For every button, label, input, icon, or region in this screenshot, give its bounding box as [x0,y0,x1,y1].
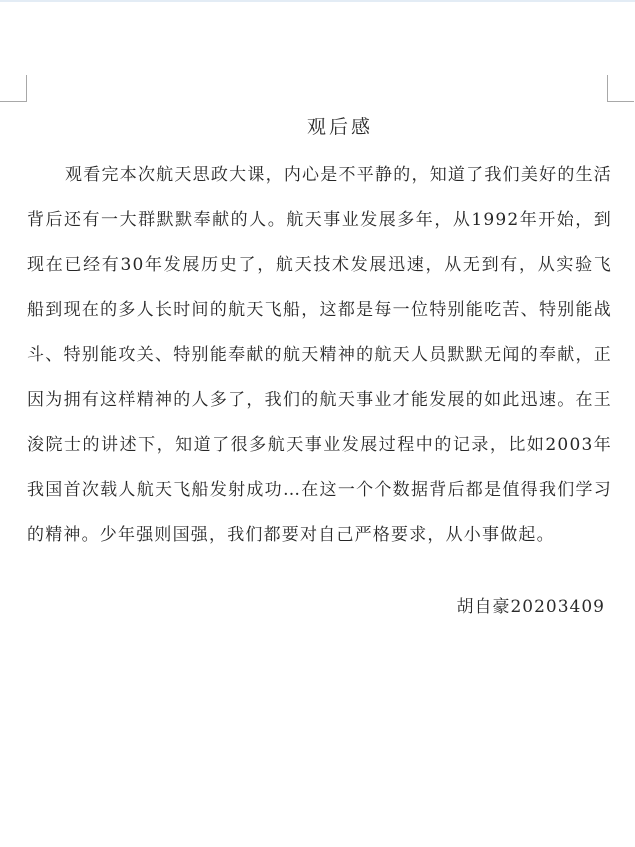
body-paragraph: 观看完本次航天思政大课，内心是不平静的，知道了我们美好的生活背后还有一大群默默奉献的人。航天事业发展多年，从1992年开始，到现在已经有30年发展历史了，航天技术发展迅速，从无到有，从实验飞船到现在的多人长时间的航天飞船，这都是每一位特别能吃苦、特别能战斗、特别能攻关、特别能奉献的航天精神的航天人员默默无闻的奉献，正因为拥有这样精神的人多了，我们的航天事业才能发展的如此迅速。在王浚院士的讲述下，知道了很多航天事业发展过程中的记录，比如2003年我国首次载人航天飞船发射成功…在这一个个数据背后都是值得我们学习的精神。少年强则国强，我们都要对自己严格要求，从小事做起。 [27,165,612,545]
crop-mark-top-left [0,75,27,102]
document-title: 观后感 [306,116,373,138]
author-signature: 胡自豪20203409 [456,597,605,617]
crop-mark-top-right [607,75,634,102]
page-top-edge [0,0,635,2]
